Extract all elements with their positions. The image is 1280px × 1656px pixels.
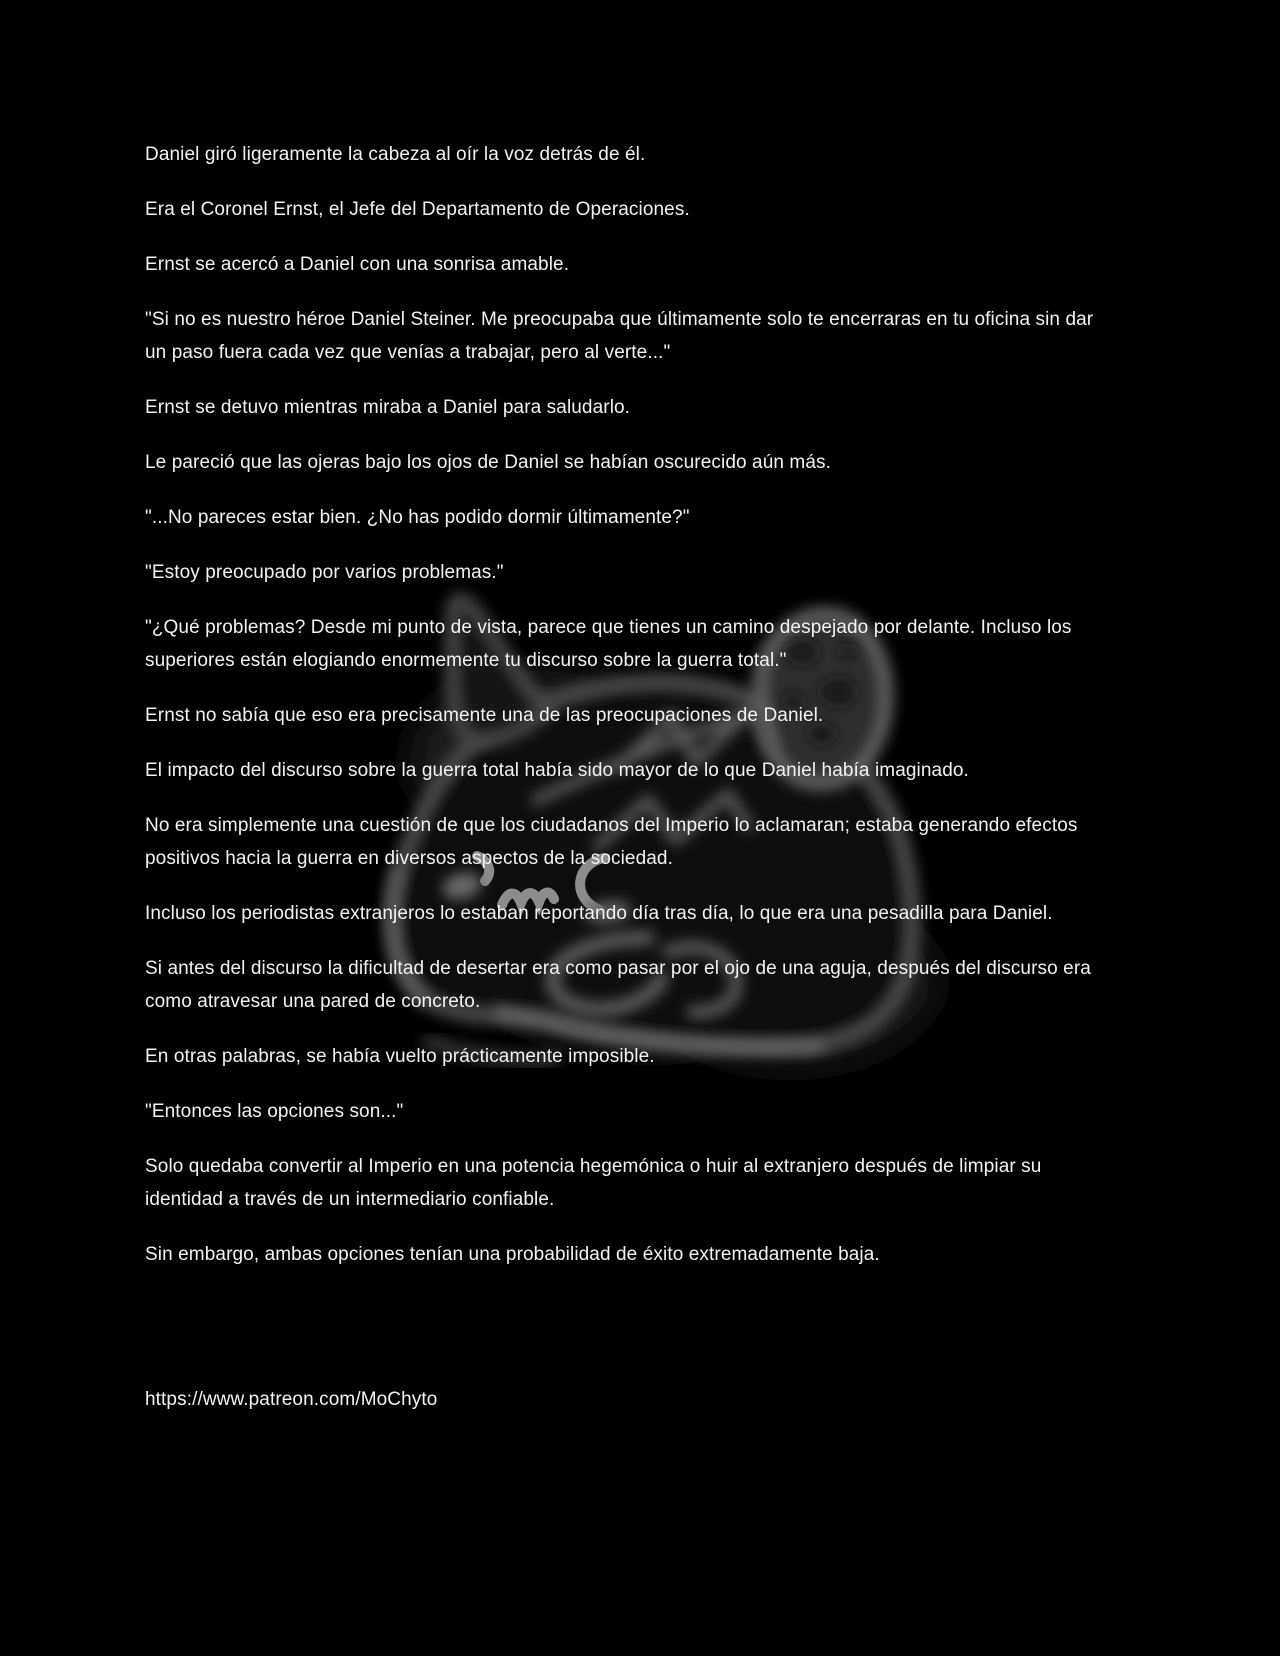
paragraph: Ernst se acercó a Daniel con una sonrisa amable. <box>145 254 570 275</box>
paragraph: Ernst se detuvo mientras miraba a Daniel para saludarlo. <box>145 397 631 418</box>
paragraph: Solo quedaba convertir al Imperio en una potencia hegemónica o huir al extranjero después de limpiar su identidad a través de un intermediario confiable. <box>145 1156 1042 1210</box>
paragraph: Ernst no sabía que eso era precisamente una de las preocupaciones de Daniel. <box>145 705 824 726</box>
paragraph: Le pareció que las ojeras bajo los ojos de Daniel se habían oscurecido aún más. <box>145 452 831 473</box>
paragraph: No era simplemente una cuestión de que los ciudadanos del Imperio lo aclamaran; estaba generando efectos positivos hacia la guerra en diversos aspectos de la sociedad. <box>145 815 1078 869</box>
paragraph: El impacto del discurso sobre la guerra total había sido mayor de lo que Daniel había imaginado. <box>145 760 969 781</box>
paragraph: Daniel giró ligeramente la cabeza al oír la voz detrás de él. <box>145 144 646 165</box>
paragraph: "...No pareces estar bien. ¿No has podido dormir últimamente?" <box>145 507 690 528</box>
paragraph: Si antes del discurso la dificultad de desertar era como pasar por el ojo de una aguja, después del discurso era como atravesar una pared de concreto. <box>145 958 1091 1012</box>
paragraph: Incluso los periodistas extranjeros lo estaban reportando día tras día, lo que era una pesadilla para Daniel. <box>145 903 1053 924</box>
paragraph: "Estoy preocupado por varios problemas." <box>145 562 504 583</box>
patreon-url: https://www.patreon.com/MoChyto <box>145 1389 438 1410</box>
paragraph: "Entonces las opciones son..." <box>145 1101 404 1122</box>
footer <box>145 1383 1103 1416</box>
paragraph: "Si no es nuestro héroe Daniel Steiner. Me preocupaba que últimamente solo te encerraras en tu oficina sin dar un paso fuera cada vez que venías a trabajar, pero al verte..." <box>145 309 1094 363</box>
paragraph: En otras palabras, se había vuelto prácticamente imposible. <box>145 1046 655 1067</box>
paragraph: Era el Coronel Ernst, el Jefe del Departamento de Operaciones. <box>145 199 690 220</box>
paragraph: "¿Qué problemas? Desde mi punto de vista, parece que tienes un camino despejado por delante. Incluso los superiores están elogiando enormemente tu discurso sobre la guerra total." <box>145 617 1072 671</box>
paragraph: Sin embargo, ambas opciones tenían una probabilidad de éxito extremadamente baja. <box>145 1244 880 1265</box>
